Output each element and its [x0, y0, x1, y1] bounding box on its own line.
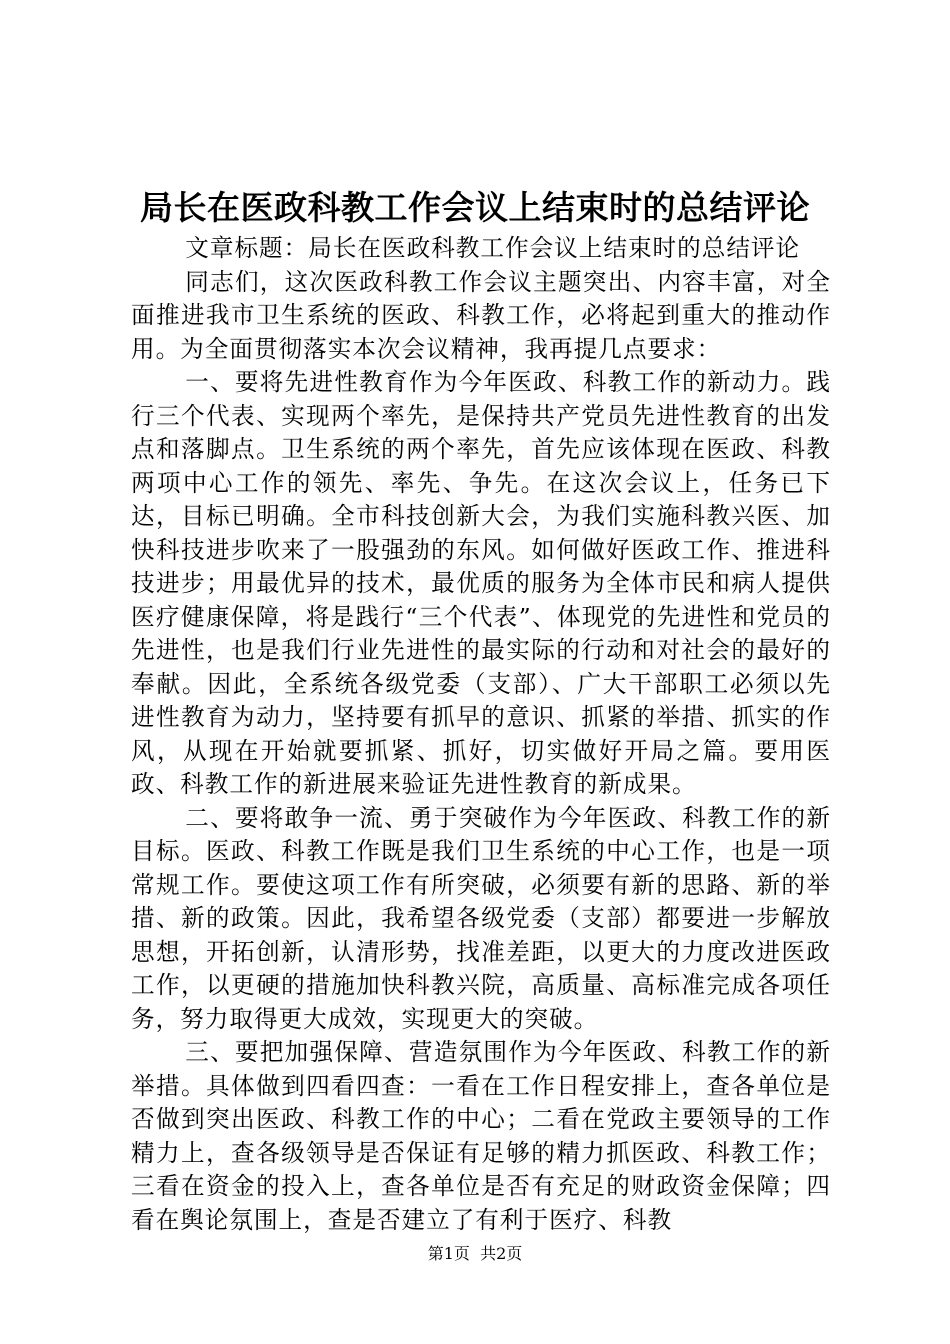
page-footer: [0, 1242, 950, 1266]
paragraph-point-3: 三、要把加强保障、营造氛围作为今年医政、科教工作的新举措。具体做到四看四查：一看在工作日程安排上，查各单位是否做到突出医政、科教工作的中心；二看在党政主要领导的工作精力上，查各级领导是否保证有足够的精力抓医政、科教工作；三看在资金的投入上，查各单位是否有充足的财政资金保障；四看在舆论氛围上，查是否建立了有利于医疗、科教: [131, 1038, 831, 1234]
document-title: 局长在医政科教工作会议上结束时的总结评论: [140, 188, 810, 227]
document-body: [131, 232, 831, 1237]
article-title-line: 文章标题：局长在医政科教工作会议上结束时的总结评论: [185, 234, 801, 262]
paragraph-point-1: 一、要将先进性教育作为今年医政、科教工作的新动力。践行三个代表、实现两个率先，是保持共产党员先进性教育的出发点和落脚点。卫生系统的两个率先，首先应该体现在医政、科教两项中心工作的领先、率先、争先。在这次会议上，任务已下达，目标已明确。全市科技创新大会，为我们实施科教兴医、加快科技进步吹来了一股强劲的东风。如何做好医政工作、推进科技进步；用最优异的技术，最优质的服务为全体市民和病人提供医疗健康保障，将是践行“三个代表”、体现党的先进性和党员的先进性，也是我们行业先进性的最实际的行动和对社会的最好的奉献。因此，全系统各级党委（支部）、广大干部职工必须以先进性教育为动力，坚持要有抓早的意识、抓紧的举措、抓实的作风，从现在开始就要抓紧、抓好，切实做好开局之篇。要用医政、科教工作的新进展来验证先进性教育的新成果。: [131, 368, 831, 798]
paragraph-intro: 同志们，这次医政科教工作会议主题突出、内容丰富，对全面推进我市卫生系统的医政、科教工作，必将起到重大的推动作用。为全面贯彻落实本次会议精神，我再提几点要求：: [131, 267, 831, 363]
paragraph-point-2: 二、要将敢争一流、勇于突破作为今年医政、科教工作的新目标。医政、科教工作既是我们卫生系统的中心工作，也是一项常规工作。要使这项工作有所突破，必须要有新的思路、新的举措、新的政策。因此，我希望各级党委（支部）都要进一步解放思想，开拓创新，认清形势，找准差距，以更大的力度改进医政工作，以更硬的措施加快科教兴院，高质量、高标准完成各项任务，努力取得更大成效，实现更大的突破。: [131, 803, 831, 1033]
page-number: 第1页 共2页: [427, 1244, 523, 1263]
